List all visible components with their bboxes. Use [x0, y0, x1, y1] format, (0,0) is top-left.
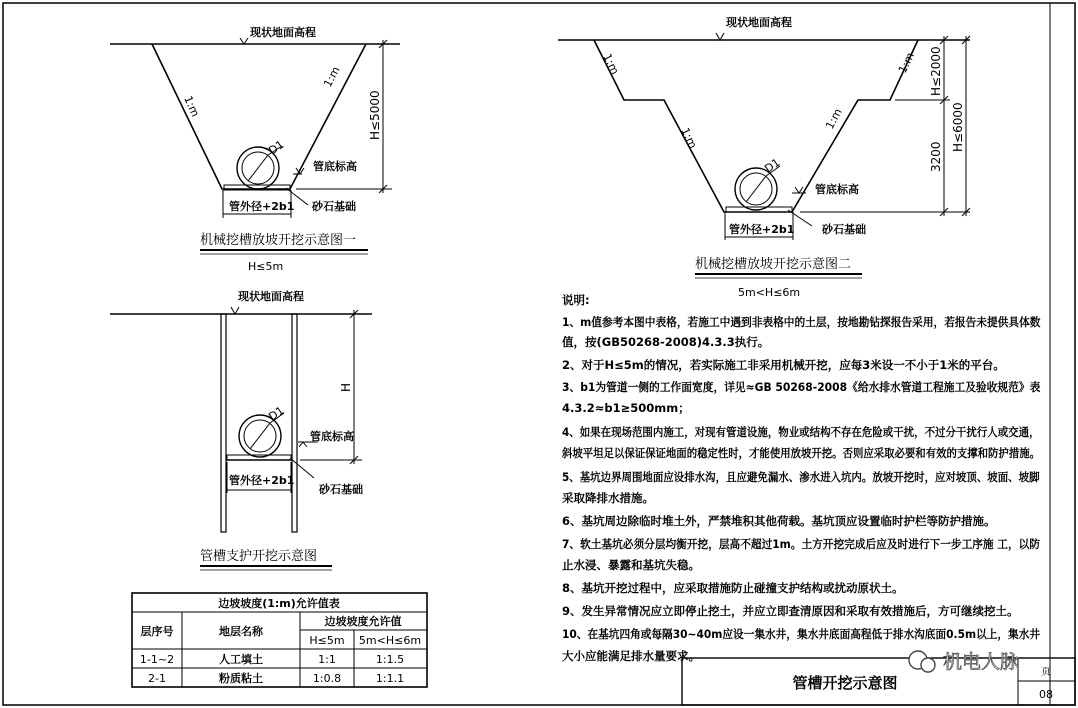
page-label: 页 — [1041, 667, 1051, 678]
note-line: 1、m值参考本图中表格，若施工中遇到非表格中的土层，按地勘钻探报告采用，若报告未提供具体数 — [562, 315, 1041, 329]
table-cell: 2-1 — [148, 672, 166, 685]
table-cell: 1:0.8 — [312, 672, 342, 685]
slope-table — [132, 593, 427, 687]
table-cell: 1:1.5 — [375, 653, 405, 666]
note-line: 斜坡平坦足以保证保证地面的稳定性时，才能使用放坡开挖。否则应采取必要和有效的支撑和防护措施。 — [562, 446, 1041, 460]
figure-1 — [110, 25, 400, 273]
col-name: 地层名称 — [219, 625, 263, 638]
support-wall-right — [292, 314, 297, 532]
slope-label-2d: 1:m — [896, 50, 918, 76]
support-wall-left — [221, 314, 226, 532]
d1-label: D1 — [266, 137, 287, 158]
dim-h6000: H≤6000 — [951, 102, 965, 152]
col-h1: H≤5m — [309, 634, 345, 647]
table-cell: 人工填土 — [219, 653, 263, 666]
fig2-title: 机械挖槽放坡开挖示意图二 — [695, 257, 852, 272]
table-cell: 1:1 — [318, 653, 336, 666]
col-allow: 边坡坡度允许值 — [324, 615, 402, 628]
fig1-title: 机械挖槽放坡开挖示意图一 — [200, 233, 357, 248]
note-line: 采取降排水措施。 — [562, 491, 654, 505]
note-line: 大小应能满足排水量要求。 — [562, 649, 700, 663]
sheet-title: 管槽开挖示意图 — [792, 674, 898, 692]
note-line: 5、基坑边界周围地面应设排水沟，且应避免漏水、渗水进入坑内。放坡开挖时，应对坡顶、坡面、坡脚 — [562, 470, 1040, 484]
col-h2: 5m<H≤6m — [358, 634, 422, 647]
dim-h2000: H≤2000 — [929, 46, 943, 96]
note-line: 2、对于H≤5m的情况，若实际施工非采用机械开挖，应每3米设一不小于1米的平台。 — [562, 358, 1005, 372]
note-line: 止水浸、暴露和基坑失稳。 — [562, 558, 700, 572]
figure-2 — [558, 15, 970, 299]
dim-h: H — [339, 382, 353, 392]
fig2-subtitle: 5m<H≤6m — [738, 286, 801, 299]
figure-3 — [110, 289, 372, 570]
dim-h5000: H≤5000 — [368, 90, 382, 140]
note-line: 9、发生异常情况应立即停止挖土，并应立即查清原因和采取有效措施后，方可继续挖土。 — [562, 604, 1019, 618]
fig1-subtitle: H≤5m — [248, 260, 284, 273]
pipe-bottom-label-3: 管底标高 — [310, 430, 354, 443]
note-line: 3、b1为管道一侧的工作面宽度，详见≈GB 50268-2008《给水排水管道工程施工及验收规范》表 — [562, 380, 1041, 394]
note-line: 4.3.2≈b1≥500mm； — [562, 401, 690, 415]
slope-label-left: 1:m — [181, 93, 202, 119]
note-line: 值，按(GB50268-2008)4.3.3执行。 — [562, 335, 770, 349]
note-line: 8、基坑开挖过程中，应采取措施防止碰撞支护结构或扰动原状土。 — [562, 581, 904, 595]
col-no: 层序号 — [140, 625, 174, 638]
pipe-bottom-label-2: 管底标高 — [815, 183, 859, 196]
table-cell: 1:1.1 — [375, 672, 405, 685]
watermark — [909, 651, 1019, 673]
gravel-label-3: 砂石基础 — [319, 483, 363, 496]
d1-label-2: D1 — [762, 155, 783, 176]
d1-label-3: D1 — [266, 403, 287, 424]
width-label-2: 管外径+2b1 — [729, 223, 795, 236]
ground-label: 现状地面高程 — [250, 26, 316, 39]
pipe-bottom-label: 管底标高 — [313, 160, 357, 173]
slope-label-2c: 1:m — [823, 106, 845, 132]
dim-3200: 3200 — [929, 141, 943, 172]
drawing-frame — [3, 3, 1075, 705]
table-cell: 1-1~2 — [139, 653, 175, 666]
note-line: 6、基坑周边除临时堆土外，严禁堆积其他荷载。基坑顶应设置临时护栏等防护措施。 — [562, 514, 996, 528]
table-cell: 粉质粘土 — [219, 672, 263, 685]
slope-label-2b: 1:m — [678, 125, 700, 151]
fig3-title: 管槽支护开挖示意图 — [200, 549, 318, 564]
width-label: 管外径+2b1 — [229, 200, 295, 213]
page-number: 08 — [1039, 688, 1053, 701]
notes-heading: 说明: — [562, 293, 590, 307]
slope-label-right: 1:m — [321, 64, 343, 90]
note-line: 4、如果在现场范围内施工，对现有管道设施，物业或结构不存在危险或干扰，不过分干扰行人或交通， — [562, 425, 1040, 439]
note-line: 10、在基坑四角或每隔30~40m应设一集水井，集水井底面高程低于排水沟底面0.5m以上，集水井 — [562, 627, 1041, 641]
table-title: 边坡坡度(1:m)允许值表 — [218, 597, 340, 610]
width-label-3: 管外径+2b1 — [229, 474, 295, 487]
note-line: 7、软土基坑必须分层均衡开挖，层高不超过1m。土方开挖完成后应及时进行下一步工序施 工，以防 — [562, 537, 1041, 551]
slope-label-2a: 1:m — [600, 51, 622, 77]
watermark-text: 机电人脉 — [943, 651, 1020, 673]
ground-label-2: 现状地面高程 — [726, 16, 792, 29]
ground-label-3: 现状地面高程 — [238, 290, 304, 303]
gravel-label: 砂石基础 — [312, 200, 356, 213]
gravel-label-2: 砂石基础 — [822, 223, 866, 236]
